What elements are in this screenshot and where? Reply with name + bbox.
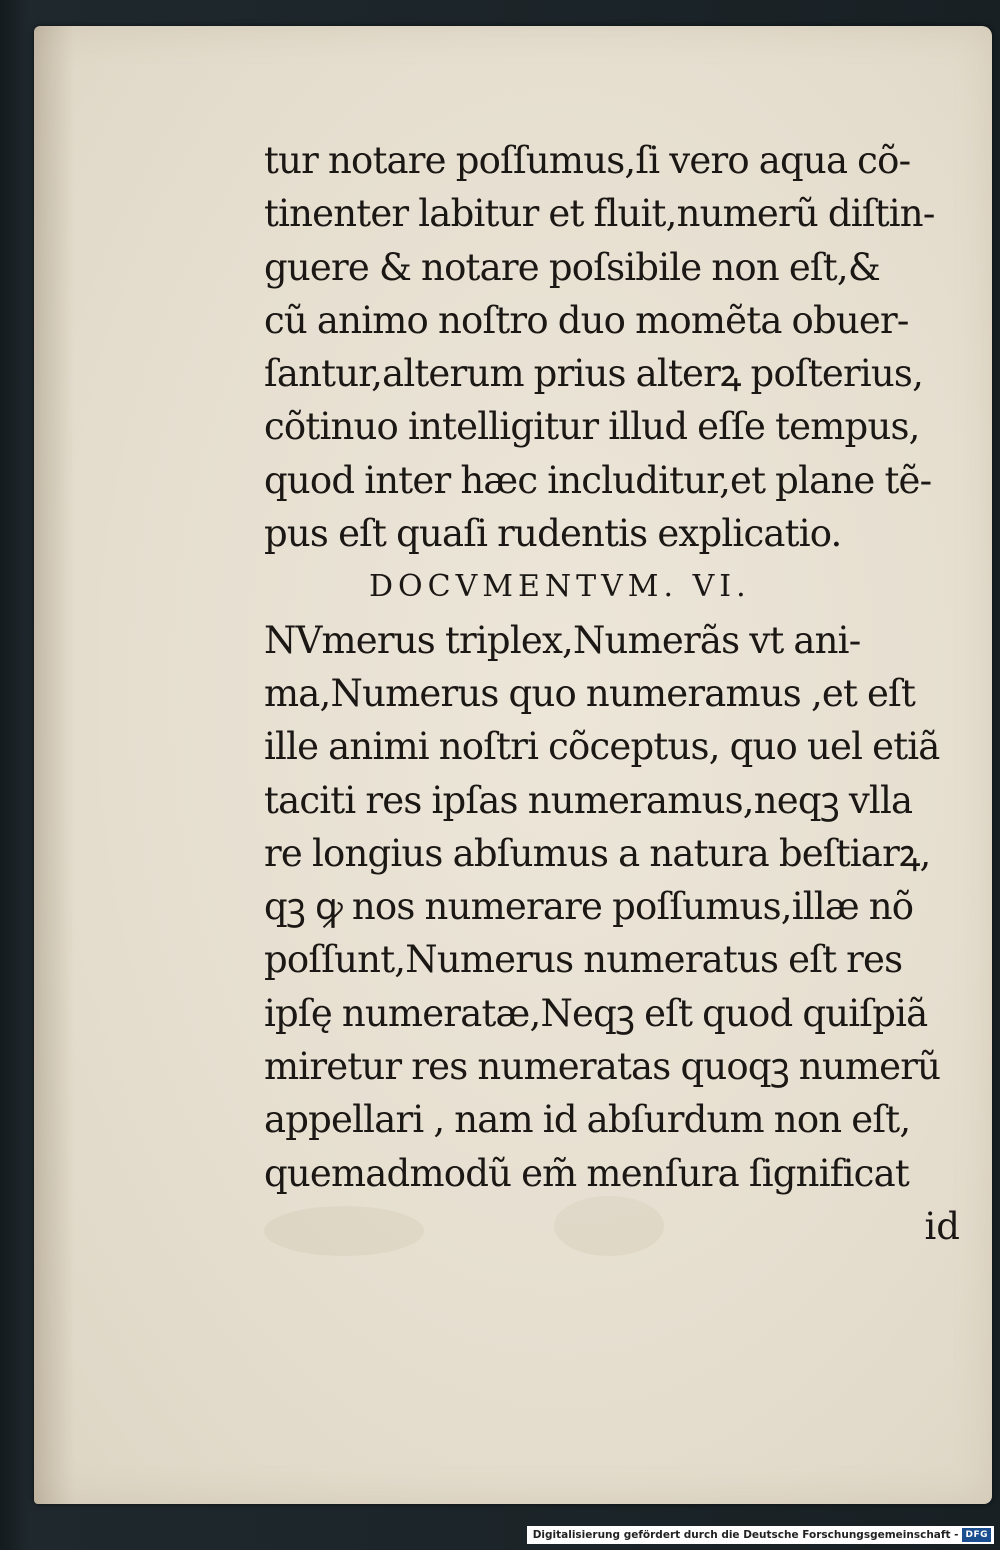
digitization-credit bbox=[527, 1526, 994, 1544]
catchword: id bbox=[924, 1204, 960, 1248]
text-line: pus eſt quaſi rudentis explicatio. bbox=[264, 512, 842, 556]
credit-text: Digitalisierung gefördert durch die Deutsche Forschungsgemeinschaft - bbox=[532, 1529, 959, 1541]
text-line: taciti res ipſas numeramus,neqꝫ vlla bbox=[264, 778, 913, 822]
text-line: ſantur,alterum prius alterꝝ poſterius, bbox=[264, 352, 924, 396]
text-line: appellari , nam id abſurdum non eſt, bbox=[264, 1098, 911, 1142]
text-line: cũ animo noſtro duo momẽta obuer- bbox=[264, 298, 909, 342]
text-line: quemadmodũ em̃ menſura ſignificat bbox=[264, 1151, 909, 1195]
text-line: cõtinuo intelligitur illud eſſe tempus, bbox=[264, 405, 920, 449]
text-line: ipſę numeratæ,Neqꝫ eſt quod quiſpiã bbox=[264, 991, 928, 1035]
text-line: NVmerus triplex,Numerãs vt ani- bbox=[264, 618, 861, 662]
text-line: ille animi noſtri cõceptus, quo uel etiã bbox=[264, 725, 940, 769]
text-line: ma,Numerus quo numeramus ,et eſt bbox=[264, 671, 916, 715]
text-line: guere & notare poſsibile non eſt,& bbox=[264, 245, 880, 289]
text-line: poſſunt,Numerus numeratus eſt res bbox=[264, 938, 903, 982]
text-line: tur notare poſſumus,ſi vero aqua cõ- bbox=[264, 139, 911, 182]
text-line: tinenter labitur et fluit,numerũ diſtin- bbox=[264, 192, 935, 236]
dfg-logo-icon: DFG bbox=[962, 1528, 991, 1542]
page-gutter-shadow bbox=[34, 26, 74, 1504]
book-page bbox=[34, 26, 992, 1504]
text-line: re longius abſumus a natura beſtiarꝝ, bbox=[264, 831, 931, 875]
text-line: miretur res numeratas quoqꝫ numerũ bbox=[264, 1045, 941, 1089]
body-text bbox=[264, 134, 964, 1253]
text-line: qꝫ ꝙ nos numerare poſſumus,illæ nõ bbox=[264, 885, 914, 929]
section-heading: DOCVMENTVM. VI. bbox=[369, 569, 751, 605]
text-line: quod inter hæc includitur,et plane tẽ- bbox=[264, 458, 932, 502]
